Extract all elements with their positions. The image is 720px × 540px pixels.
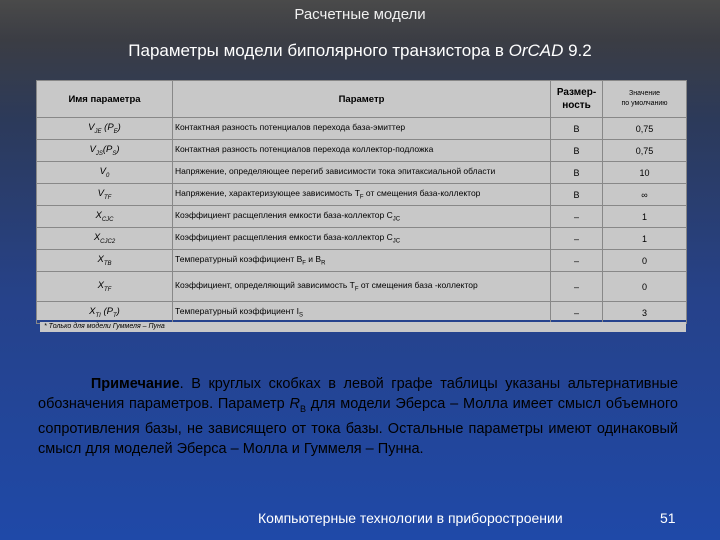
param-default: 10 bbox=[603, 162, 687, 184]
param-default: 0,75 bbox=[603, 118, 687, 140]
table-row bbox=[37, 206, 687, 228]
param-name: $X_{TI}$ $(P_T)$ bbox=[37, 302, 173, 324]
title-suffix: 9.2 bbox=[563, 41, 592, 60]
param-name: $X_{CJC2}$ bbox=[37, 228, 173, 250]
param-description: Напряжение, определяющее перегиб зависимости тока эпитаксиальной области bbox=[173, 162, 551, 184]
param-unit: – bbox=[551, 302, 603, 324]
param-unit: В bbox=[551, 184, 603, 206]
table-row bbox=[37, 228, 687, 250]
param-name: $V_{TF}$ bbox=[37, 184, 173, 206]
table-row bbox=[37, 272, 687, 302]
param-name: $V_0$ bbox=[37, 162, 173, 184]
top-title: Расчетные модели bbox=[294, 6, 426, 23]
header-name: Имя параметра bbox=[37, 81, 173, 118]
param-description: Температурный коэффициент $I_S$ bbox=[173, 302, 551, 324]
param-default: ∞ bbox=[603, 184, 687, 206]
param-description: Напряжение, характеризующее зависимость $T_F$ от смещения база-коллектор bbox=[173, 184, 551, 206]
param-unit: – bbox=[551, 272, 603, 302]
param-unit: – bbox=[551, 228, 603, 250]
param-default: 0 bbox=[603, 272, 687, 302]
param-default: 3 bbox=[603, 302, 687, 324]
param-unit: – bbox=[551, 250, 603, 272]
page-number: 51 bbox=[660, 510, 676, 526]
param-name: $X_{TB}$ bbox=[37, 250, 173, 272]
param-unit: В bbox=[551, 118, 603, 140]
header-unit: Размер- ность bbox=[551, 81, 603, 118]
param-default: 0 bbox=[603, 250, 687, 272]
table-row bbox=[37, 250, 687, 272]
param-description: Контактная разность потенциалов перехода база-эмиттер bbox=[173, 118, 551, 140]
param-description: Температурный коэффициент $B_F$ и $B_R$ bbox=[173, 250, 551, 272]
table-row bbox=[37, 118, 687, 140]
param-default: 1 bbox=[603, 206, 687, 228]
param-description: Контактная разность потенциалов перехода коллектор-подложка bbox=[173, 140, 551, 162]
param-unit: В bbox=[551, 162, 603, 184]
table-row bbox=[37, 162, 687, 184]
param-name: $V_{JE}$ $(P_E)$ bbox=[37, 118, 173, 140]
table-footnote: * Только для модели Гуммеля – Пуна bbox=[40, 322, 686, 332]
page-title bbox=[0, 41, 720, 61]
param-default: 1 bbox=[603, 228, 687, 250]
parameters-table bbox=[36, 80, 686, 320]
note-paragraph: Примечание. В круглых скобках в левой графе таблицы указаны альтернативные обозначения параметров. Параметр $R_B$ для модели Эберса – Молла имеет смысл объемного сопротивления базы, не зависящего от тока базы. Остальные параметры имеют одинаковый смысл для моделей Эберса – Молла и Гуммеля – Пунна. bbox=[38, 376, 679, 457]
param-description: Коэффициент расщепления емкости база-коллектор $C_{JC}$ bbox=[173, 206, 551, 228]
table-row bbox=[37, 140, 687, 162]
param-default: 0,75 bbox=[603, 140, 687, 162]
param-description: Коэффициент, определяющий зависимость $T_F$ от смещения база -коллектор bbox=[173, 272, 551, 302]
param-name: $V_{JS}(P_S)$ bbox=[37, 140, 173, 162]
footer-text: Компьютерные технологии в приборостроении bbox=[258, 510, 563, 526]
header-default: Значение по умолчанию bbox=[603, 81, 687, 118]
note-label: Примечание bbox=[90, 376, 180, 392]
header-param: Параметр bbox=[173, 81, 551, 118]
title-prefix: Параметры модели биполярного транзистора в bbox=[128, 41, 509, 60]
param-description: Коэффициент расщепления емкости база-коллектор $C_{JC}$ bbox=[173, 228, 551, 250]
param-name: $X_{TF}$ bbox=[37, 272, 173, 302]
title-orcad: OrCAD bbox=[508, 41, 564, 60]
table-row bbox=[37, 184, 687, 206]
param-name: $X_{CJC}$ bbox=[37, 206, 173, 228]
param-unit: – bbox=[551, 206, 603, 228]
table-row bbox=[37, 302, 687, 324]
param-unit: В bbox=[551, 140, 603, 162]
